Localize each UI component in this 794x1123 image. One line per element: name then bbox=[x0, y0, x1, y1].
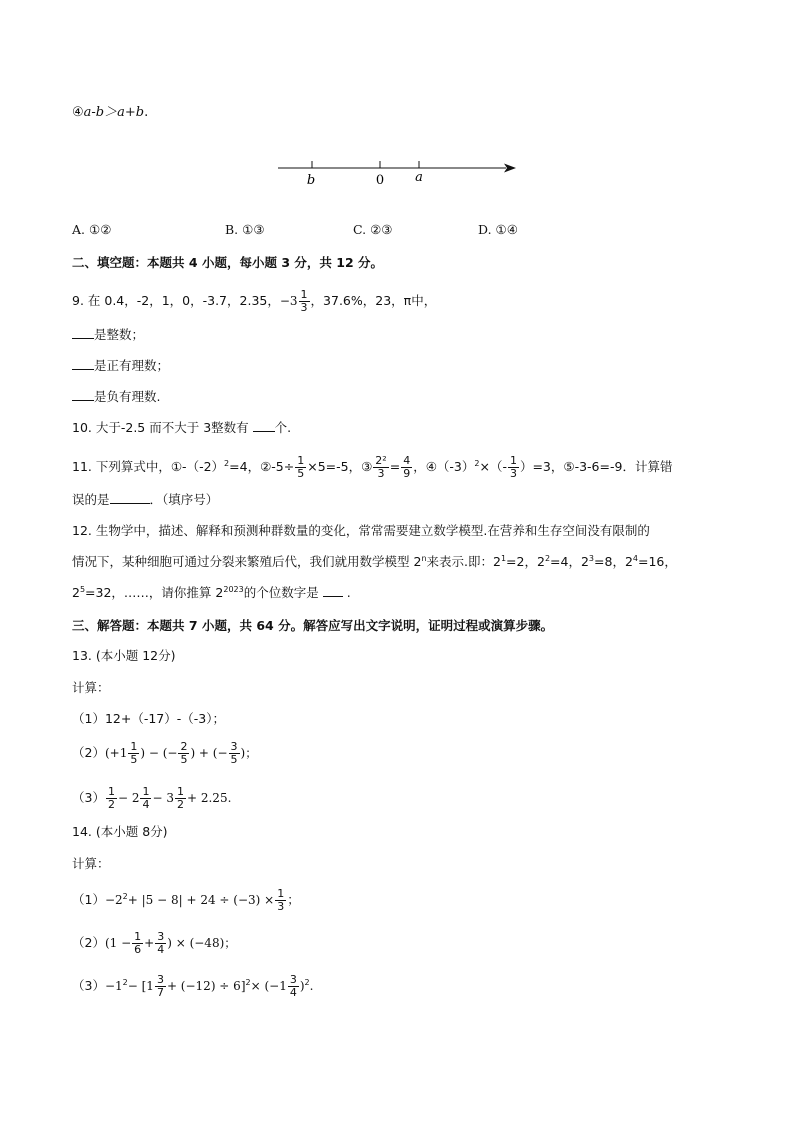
blank-label: 是整数； bbox=[94, 327, 145, 342]
option-letter: C. bbox=[353, 222, 367, 237]
fraction bbox=[155, 974, 166, 999]
expression-text: + |5 − 8| + 24 ÷ (−3) × bbox=[127, 893, 275, 907]
question-text: =4，②-5÷ bbox=[229, 459, 295, 474]
expression-text: − 3 bbox=[152, 791, 174, 805]
expression-text: + (−12) ÷ 6] bbox=[166, 979, 246, 993]
mixed-number-whole: −3 bbox=[279, 294, 298, 308]
numerator: 1 bbox=[130, 740, 138, 753]
circle-number: ④ bbox=[72, 105, 84, 120]
question-10 bbox=[72, 419, 291, 437]
numerator: 1 bbox=[134, 930, 142, 943]
question-text: 个. bbox=[274, 420, 292, 435]
fraction bbox=[132, 931, 143, 956]
question-11-line-2 bbox=[72, 491, 218, 509]
numerator: 1 bbox=[300, 288, 308, 301]
expression-text: + bbox=[144, 936, 155, 950]
expression-text: + 2.25. bbox=[186, 791, 232, 805]
question-13-instruction bbox=[72, 679, 110, 697]
fraction bbox=[140, 786, 151, 811]
heading-number: 64 bbox=[256, 618, 274, 633]
question-text: =32，……，请你推算 2 bbox=[85, 585, 224, 600]
numerator: 2² bbox=[375, 454, 387, 467]
fraction bbox=[401, 455, 412, 480]
question-14-instruction bbox=[72, 855, 110, 873]
answer-blank[interactable] bbox=[110, 491, 150, 504]
instruction-text: 计算： bbox=[72, 680, 110, 695]
numerator: 4 bbox=[403, 454, 411, 467]
denominator: 4 bbox=[142, 798, 150, 811]
option-letter: D. bbox=[478, 222, 492, 237]
expression-text: −1 bbox=[104, 979, 123, 993]
question-13-title bbox=[72, 647, 176, 665]
label-b: b bbox=[306, 173, 316, 188]
question-12-line-1 bbox=[72, 522, 650, 540]
expression-text: −2 bbox=[104, 893, 123, 907]
question-text: 9. 在 0.4，-2，1，0，-3.7，2.35， bbox=[72, 293, 280, 308]
heading-number: 7 bbox=[188, 618, 198, 633]
q14-part-2 bbox=[72, 931, 236, 956]
fraction bbox=[155, 931, 166, 956]
question-text: =16， bbox=[638, 554, 677, 569]
fraction bbox=[295, 455, 306, 480]
question-text: 11. 下列算式中，①-（-2） bbox=[72, 459, 225, 474]
expression-text: − 2 bbox=[117, 791, 140, 805]
expression-text: ) bbox=[299, 979, 305, 993]
option-letter: B. bbox=[225, 222, 239, 237]
heading-text: 小题，共 bbox=[201, 618, 252, 633]
numerator: 3 bbox=[230, 740, 238, 753]
numerator: 3 bbox=[289, 973, 297, 986]
q13-part-1 bbox=[72, 710, 225, 728]
denominator: 6 bbox=[134, 943, 142, 956]
heading-text: 分。 bbox=[358, 255, 384, 270]
denominator: 3 bbox=[509, 467, 517, 480]
expression-text: )； bbox=[240, 746, 258, 760]
option-c[interactable] bbox=[353, 222, 393, 237]
part-label: （3） bbox=[72, 790, 105, 805]
question-text: ．（填序号） bbox=[149, 492, 219, 507]
q9-blank-negative bbox=[72, 388, 160, 406]
instruction-text: 计算： bbox=[72, 856, 110, 871]
option-a[interactable] bbox=[72, 222, 111, 237]
answer-blank[interactable] bbox=[72, 357, 94, 370]
question-11: 11. 下列算式中，$①-(-2)^2=4$，②-5÷ $\frac{1}{5}$ ×5=-5，③ $\frac{\text{2²}}{3}$ = $\frac{4}{9}$ ，$④(-3)^2\times(-$ $\frac{1}{3}$ ）=3，⑤-3-6=-9．计算错 bbox=[72, 454, 673, 480]
question-text: =2，2 bbox=[506, 554, 545, 569]
expression-text: ； bbox=[287, 892, 300, 907]
numerator: 1 bbox=[107, 785, 115, 798]
denominator: 3 bbox=[300, 301, 308, 314]
fraction bbox=[275, 888, 286, 913]
q13-part-2 bbox=[72, 741, 257, 766]
q8-option-4 bbox=[72, 104, 148, 122]
question-text: 12. 生物学中，描述、解释和预测种群数量的变化，常常需要建立数学模型.在营养和生存空间没有限制的 bbox=[72, 523, 650, 538]
question-text: ）=3，⑤-3-6=-9．计算错 bbox=[519, 459, 673, 474]
question-text: = bbox=[389, 459, 401, 474]
answer-blank[interactable] bbox=[253, 419, 275, 432]
denominator: 5 bbox=[230, 753, 238, 766]
heading-text: 分。解答应写出文字说明，证明过程或演算步骤。 bbox=[278, 618, 554, 633]
expression-text: (1 − bbox=[104, 936, 132, 950]
denominator: 5 bbox=[180, 753, 188, 766]
denominator: 3 bbox=[377, 467, 385, 480]
expression-text: ) × (−48)； bbox=[167, 936, 237, 950]
option-value: ②③ bbox=[370, 222, 393, 237]
question-text: . bbox=[346, 585, 351, 600]
heading-text: 小题，每小题 bbox=[201, 255, 277, 270]
denominator: 9 bbox=[403, 467, 411, 480]
question-text: 误的是 bbox=[72, 492, 110, 507]
heading-number: 3 bbox=[281, 255, 291, 270]
question-title: 13. (本小题 12分) bbox=[72, 648, 176, 663]
question-text: 的个位数字是 bbox=[243, 585, 319, 600]
expression-text: . bbox=[309, 979, 314, 993]
question-12-line-2: 情况下，某种细胞可通过分裂来繁殖后代，我们就用数学模型 2$^n$来表示.即：$2^1=2$，$2^2=4$，$2^3=8$，$2^4=16$， bbox=[72, 553, 677, 569]
question-12-line-3: $2^5=32$，……，请你推算 $2^{2023}$的个位数字是 . bbox=[72, 584, 351, 600]
answer-blank[interactable] bbox=[72, 326, 94, 339]
option-value: ①② bbox=[89, 222, 112, 237]
label-zero: 0 bbox=[375, 173, 385, 188]
option-b[interactable] bbox=[225, 222, 265, 237]
question-text: 情况下，某种细胞可通过分裂来繁殖后代，我们就用数学模型 2 bbox=[72, 554, 422, 569]
section-3-heading bbox=[72, 617, 553, 635]
blank-label: 是正有理数； bbox=[94, 358, 170, 373]
numerator: 1 bbox=[277, 887, 285, 900]
denominator: 2 bbox=[107, 798, 115, 811]
section-2-heading bbox=[72, 254, 383, 272]
fraction bbox=[128, 741, 139, 766]
blank-label: 是负有理数. bbox=[94, 389, 161, 404]
numerator: 1 bbox=[142, 785, 150, 798]
option-letter: A. bbox=[72, 222, 86, 237]
q13-part-3 bbox=[72, 786, 231, 811]
answer-blank[interactable] bbox=[72, 388, 94, 401]
denominator: 4 bbox=[157, 943, 165, 956]
denominator: 5 bbox=[130, 753, 138, 766]
fraction bbox=[175, 786, 186, 811]
heading-text: 二、填空题：本题共 bbox=[72, 255, 185, 270]
numerator: 1 bbox=[509, 454, 517, 467]
numerator: 1 bbox=[297, 454, 305, 467]
question-text: ，④（-3） bbox=[413, 459, 475, 474]
expression-text: × (−1 bbox=[250, 979, 287, 993]
answer-blank[interactable] bbox=[323, 584, 343, 597]
numerator: 3 bbox=[156, 973, 164, 986]
part-label: （1） bbox=[72, 892, 105, 907]
question-title: 14. (本小题 8分) bbox=[72, 824, 168, 839]
question-14-title bbox=[72, 823, 168, 841]
fraction bbox=[288, 974, 299, 999]
fraction bbox=[178, 741, 189, 766]
question-text: 2 bbox=[72, 585, 80, 600]
part-label: （2） bbox=[72, 745, 105, 760]
denominator: 7 bbox=[156, 986, 164, 999]
label-a: a bbox=[415, 170, 423, 185]
fraction bbox=[229, 741, 240, 766]
expression-text: (+1 bbox=[104, 746, 128, 760]
numerator: 1 bbox=[176, 785, 184, 798]
question-text: 来表示.即：2 bbox=[426, 554, 501, 569]
option-value: ①③ bbox=[242, 222, 265, 237]
question-text: =4，2 bbox=[550, 554, 589, 569]
heading-number: 4 bbox=[188, 255, 198, 270]
part-label: （2） bbox=[72, 935, 105, 950]
number-line bbox=[270, 152, 530, 192]
denominator: 4 bbox=[289, 986, 297, 999]
heading-text: 三、解答题：本题共 bbox=[72, 618, 185, 633]
question-text: 10. 大于-2.5 而不大于 3整数有 bbox=[72, 420, 249, 435]
expression-text: （1）12+（-17）-（-3）； bbox=[72, 711, 225, 726]
question-text: ，37.6%，23，π中， bbox=[310, 293, 437, 308]
q9-blank-integers bbox=[72, 326, 144, 344]
period: . bbox=[144, 105, 149, 120]
option-d[interactable] bbox=[478, 222, 518, 237]
q14-part-3: $(3)-1^2- [1$ $\frac{3}{7}$ + (−12) ÷ 6]$^2$× (−1 $\frac{3}{4}$ )$^2$. bbox=[72, 973, 314, 999]
fraction bbox=[106, 786, 117, 811]
question-text: =8，2 bbox=[594, 554, 633, 569]
expression-text: ) − (− bbox=[140, 746, 178, 760]
denominator: 5 bbox=[297, 467, 305, 480]
question-9 bbox=[72, 289, 436, 314]
numerator: 3 bbox=[157, 930, 165, 943]
question-text: ×（- bbox=[479, 459, 507, 474]
inequality-text: a-b＞a+b bbox=[83, 105, 145, 120]
expression-text: − [1 bbox=[127, 979, 154, 993]
fraction bbox=[373, 455, 388, 480]
fraction bbox=[508, 455, 519, 480]
q14-part-1: $(1)-2^2+ |5 - 8| + 24 \div (-3)$ × $\frac{1}{3}$ ； bbox=[72, 887, 300, 913]
part-label: （3） bbox=[72, 978, 105, 993]
option-value: ①④ bbox=[495, 222, 518, 237]
heading-text: 分，共 bbox=[294, 255, 332, 270]
fraction bbox=[299, 289, 310, 314]
q9-blank-positive bbox=[72, 357, 169, 375]
question-text: ×5=-5，③ bbox=[307, 459, 373, 474]
denominator: 2 bbox=[176, 798, 184, 811]
heading-number: 12 bbox=[336, 255, 354, 270]
numerator: 2 bbox=[180, 740, 188, 753]
expression-text: ) + (− bbox=[190, 746, 228, 760]
denominator: 3 bbox=[277, 900, 285, 913]
